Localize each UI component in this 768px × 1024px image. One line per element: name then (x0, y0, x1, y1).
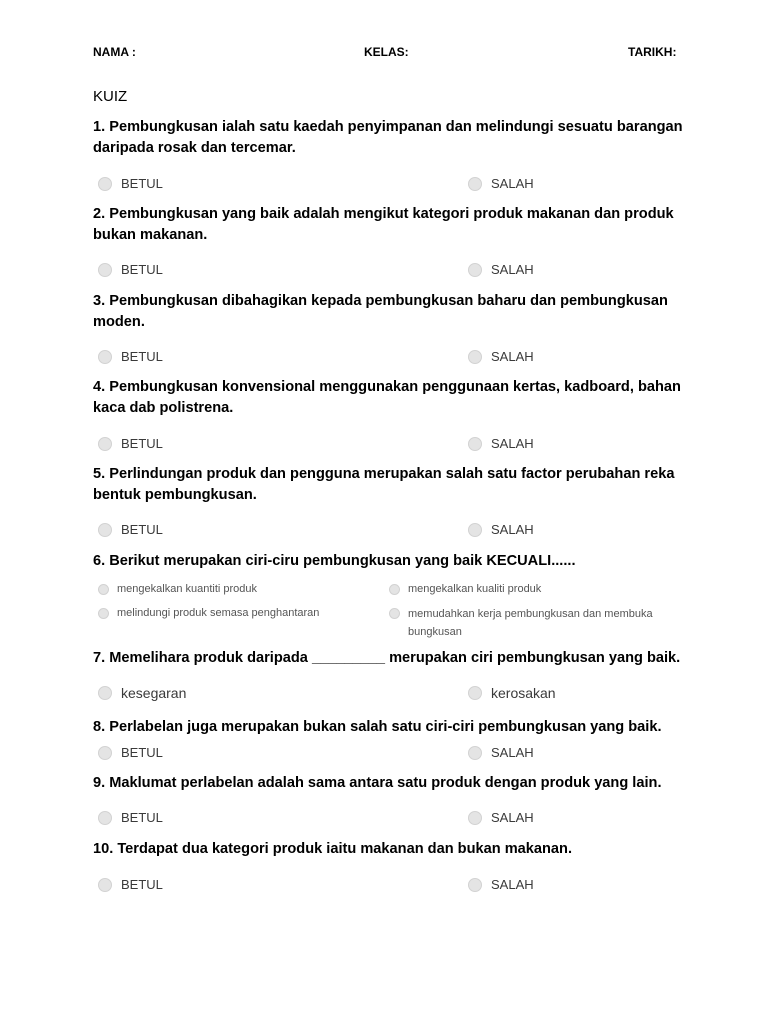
tarikh-label: TARIKH: (628, 45, 677, 59)
kelas-label: KELAS: (364, 45, 409, 59)
radio-icon[interactable] (98, 523, 112, 537)
q7-option-kerosakan[interactable] (468, 685, 556, 701)
radio-icon[interactable] (468, 686, 482, 700)
radio-icon[interactable] (468, 523, 482, 537)
q3-option-salah[interactable] (468, 349, 534, 364)
radio-icon[interactable] (98, 437, 112, 451)
radio-icon[interactable] (468, 811, 482, 825)
question-8: 8. Perlabelan juga merupakan bukan salah satu ciri-ciri pembungkusan yang baik. (93, 719, 662, 735)
option-label: BETUL (121, 877, 163, 892)
q3-option-betul[interactable] (98, 349, 163, 364)
radio-icon[interactable] (98, 686, 112, 700)
option-label: SALAH (491, 262, 534, 277)
question-5: 5. Perlindungan produk dan pengguna merupakan salah satu factor perubahan reka bentuk pembungkusan. (93, 466, 675, 503)
q9-option-betul[interactable] (98, 810, 163, 825)
option-label: mengekalkan kuantiti produk (117, 583, 258, 595)
radio-icon[interactable] (468, 350, 482, 364)
q6-option-d[interactable] (389, 605, 668, 641)
q10-option-betul[interactable] (98, 877, 163, 892)
option-label: memudahkan kerja pembungkusan dan membuka bungkusan (408, 608, 653, 638)
option-label: BETUL (121, 522, 163, 537)
option-label: BETUL (121, 436, 163, 451)
radio-icon[interactable] (389, 608, 400, 619)
option-label: BETUL (121, 262, 163, 277)
radio-icon[interactable] (389, 584, 400, 595)
q6-option-b[interactable] (389, 583, 541, 595)
question-2: 2. Pembungkusan yang baik adalah mengikut kategori produk makanan dan produk bukan makanan. (93, 206, 674, 243)
radio-icon[interactable] (98, 746, 112, 760)
radio-icon[interactable] (468, 263, 482, 277)
q2-option-betul[interactable] (98, 262, 163, 277)
radio-icon[interactable] (98, 350, 112, 364)
option-label: SALAH (491, 810, 534, 825)
radio-icon[interactable] (468, 878, 482, 892)
q7-option-kesegaran[interactable] (98, 685, 186, 701)
option-label: SALAH (491, 176, 534, 191)
radio-icon[interactable] (98, 177, 112, 191)
radio-icon[interactable] (98, 608, 109, 619)
option-label: mengekalkan kualiti produk (408, 583, 542, 595)
q8-option-salah[interactable] (468, 745, 534, 760)
question-7: 7. Memelihara produk daripada _________ merupakan ciri pembungkusan yang baik. (93, 650, 681, 666)
q2-option-salah[interactable] (468, 262, 534, 277)
quiz-title: KUIZ (93, 88, 128, 105)
radio-icon[interactable] (468, 746, 482, 760)
q5-option-betul[interactable] (98, 522, 163, 537)
question-4: 4. Pembungkusan konvensional menggunakan penggunaan kertas, kadboard, bahan kaca dab polistrena. (93, 379, 681, 416)
radio-icon[interactable] (468, 437, 482, 451)
q1-option-salah[interactable] (468, 176, 534, 191)
q8-option-betul[interactable] (98, 745, 163, 760)
option-label: kesegaran (121, 685, 187, 701)
q4-option-betul[interactable] (98, 436, 163, 451)
q5-option-salah[interactable] (468, 522, 534, 537)
option-label: SALAH (491, 745, 534, 760)
radio-icon[interactable] (98, 584, 109, 595)
option-label: melindungi produk semasa penghantaran (117, 607, 320, 619)
option-label: SALAH (491, 349, 534, 364)
radio-icon[interactable] (98, 263, 112, 277)
question-9: 9. Maklumat perlabelan adalah sama antara satu produk dengan produk yang lain. (93, 775, 662, 791)
radio-icon[interactable] (468, 177, 482, 191)
radio-icon[interactable] (98, 878, 112, 892)
option-label: SALAH (491, 522, 534, 537)
question-6: 6. Berikut merupakan ciri-ciru pembungkusan yang baik KECUALI...... (93, 553, 576, 569)
question-3: 3. Pembungkusan dibahagikan kepada pembungkusan baharu dan pembungkusan moden. (93, 293, 668, 330)
q6-option-c[interactable] (98, 607, 319, 619)
q6-option-a[interactable] (98, 583, 257, 595)
option-label: SALAH (491, 877, 534, 892)
radio-icon[interactable] (98, 811, 112, 825)
q9-option-salah[interactable] (468, 810, 534, 825)
question-10: 10. Terdapat dua kategori produk iaitu makanan dan bukan makanan. (93, 841, 573, 857)
option-label: BETUL (121, 176, 163, 191)
option-label: BETUL (121, 810, 163, 825)
nama-label: NAMA : (93, 45, 136, 59)
question-1: 1. Pembungkusan ialah satu kaedah penyimpanan dan melindungi sesuatu barangan daripada rosak dan tercemar. (93, 119, 683, 156)
option-label: SALAH (491, 436, 534, 451)
option-label: BETUL (121, 349, 163, 364)
q1-option-betul[interactable] (98, 176, 163, 191)
option-label: BETUL (121, 745, 163, 760)
option-label: kerosakan (491, 685, 556, 701)
q4-option-salah[interactable] (468, 436, 534, 451)
q10-option-salah[interactable] (468, 877, 534, 892)
